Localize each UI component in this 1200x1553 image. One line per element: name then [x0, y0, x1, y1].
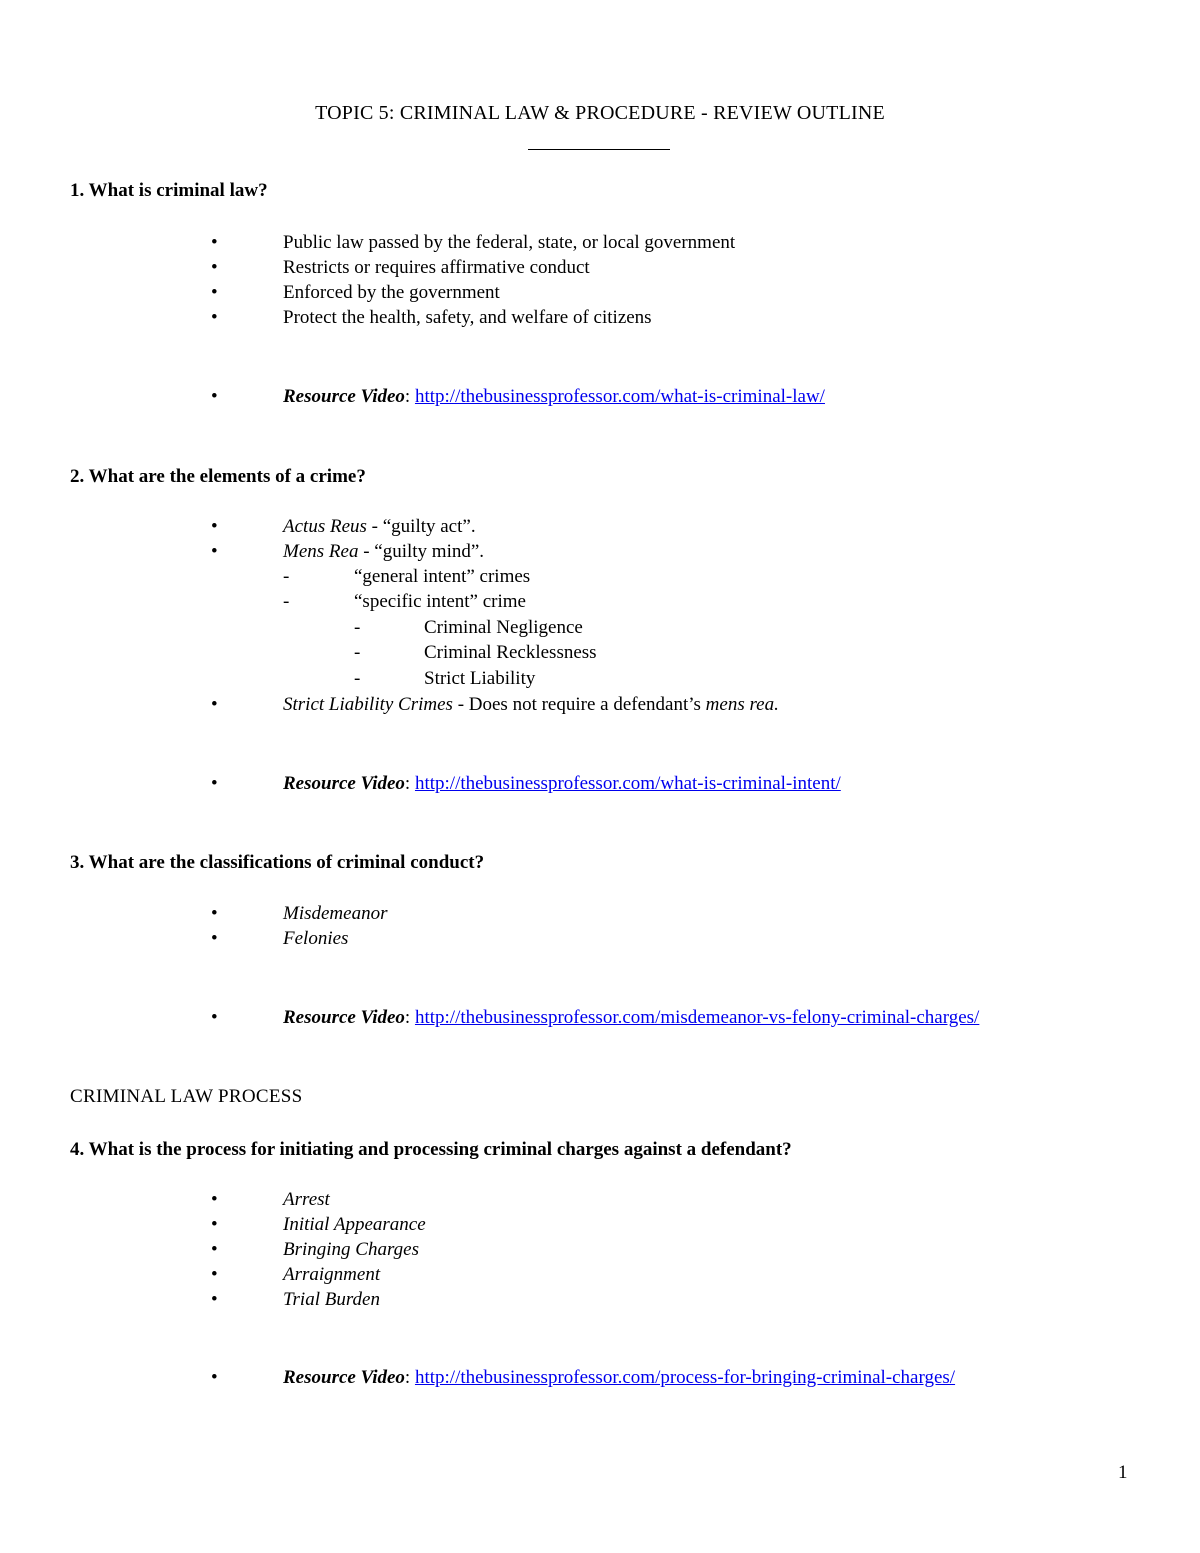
q3-item-2: Felonies — [283, 928, 349, 949]
document-title: TOPIC 5: CRIMINAL LAW & PROCEDURE - REVIEW OUTLINE — [315, 102, 885, 124]
actus-reus-definition: - “guilty act”. — [366, 516, 476, 537]
bullet-icon: • — [211, 1189, 218, 1210]
q1-item-4: Protect the health, safety, and welfare of citizens — [283, 307, 652, 328]
bullet-icon: • — [211, 773, 218, 794]
bullet-icon: • — [211, 694, 218, 715]
resource-label: Resource Video — [283, 1007, 405, 1028]
bullet-icon: • — [211, 516, 218, 537]
q3-resource — [283, 1005, 979, 1030]
mens-rea-definition: - “guilty mind”. — [358, 541, 485, 562]
q4-item-3: Bringing Charges — [283, 1239, 419, 1260]
bullet-icon: • — [211, 928, 218, 949]
bullet-icon: • — [211, 232, 218, 253]
bullet-icon: • — [211, 1289, 218, 1310]
specific-intent-item: “specific intent” crime — [354, 591, 526, 612]
section-heading: CRIMINAL LAW PROCESS — [70, 1086, 303, 1107]
q3-resource-link[interactable]: http://thebusinessprofessor.com/misdemeanor-vs-felony-criminal-charges/ — [414, 1007, 980, 1028]
q4-item-1: Arrest — [283, 1189, 330, 1210]
question-4-heading: 4. What is the process for initiating and processing criminal charges against a defendant? — [70, 1139, 792, 1160]
specific-intent-sub-2: Criminal Recklessness — [424, 642, 597, 663]
bullet-icon: • — [211, 282, 218, 303]
q3-item-1: Misdemeanor — [283, 903, 388, 924]
title-underline-rule — [528, 149, 670, 150]
specific-intent-sub-1: Criminal Negligence — [424, 617, 583, 638]
dash-marker: - — [354, 668, 361, 689]
q2-resource — [283, 771, 841, 796]
strict-liability-term: Strict Liability Crimes — [283, 694, 453, 715]
bullet-icon: • — [211, 1264, 218, 1285]
resource-label: Resource Video — [283, 773, 405, 794]
dash-marker: - — [283, 591, 290, 612]
general-intent-item: “general intent” crimes — [354, 566, 531, 587]
bullet-icon: • — [211, 1007, 218, 1028]
actus-reus-term: Actus Reus — [283, 516, 367, 537]
bullet-icon: • — [211, 307, 218, 328]
q2-resource-link[interactable]: http://thebusinessprofessor.com/what-is-criminal-intent/ — [414, 773, 841, 794]
q2-actus-reus — [283, 514, 476, 539]
question-3-heading: 3. What are the classifications of criminal conduct? — [70, 852, 485, 873]
bullet-icon: • — [211, 386, 218, 407]
dash-marker: - — [354, 617, 361, 638]
question-1-heading: 1. What is criminal law? — [70, 180, 268, 201]
bullet-icon: • — [211, 903, 218, 924]
bullet-icon: • — [211, 257, 218, 278]
q1-item-1: Public law passed by the federal, state, or local government — [283, 232, 736, 253]
resource-separator: : — [404, 1367, 415, 1388]
dash-marker: - — [354, 642, 361, 663]
q4-resource — [283, 1365, 955, 1390]
resource-separator: : — [404, 1007, 415, 1028]
q4-item-4: Arraignment — [283, 1264, 381, 1285]
bullet-icon: • — [211, 1214, 218, 1235]
q1-resource-link[interactable]: http://thebusinessprofessor.com/what-is-criminal-law/ — [414, 386, 825, 407]
resource-separator: : — [404, 386, 415, 407]
q1-item-3: Enforced by the government — [283, 282, 500, 303]
q4-item-5: Trial Burden — [283, 1289, 380, 1310]
bullet-icon: • — [211, 541, 218, 562]
page-number: 1 — [1118, 1462, 1128, 1483]
resource-label: Resource Video — [283, 386, 405, 407]
q2-mens-rea — [283, 539, 484, 564]
q4-resource-link[interactable]: http://thebusinessprofessor.com/process-for-bringing-criminal-charges/ — [414, 1367, 956, 1388]
specific-intent-sub-3: Strict Liability — [424, 668, 536, 689]
q1-resource — [283, 384, 825, 409]
resource-separator: : — [404, 773, 415, 794]
resource-label: Resource Video — [283, 1367, 405, 1388]
mens-rea-term: Mens Rea — [283, 541, 359, 562]
dash-marker: - — [283, 566, 290, 587]
q2-strict-liability — [283, 692, 779, 717]
strict-liability-tail: mens rea. — [705, 694, 779, 715]
q1-item-2: Restricts or requires affirmative conduct — [283, 257, 590, 278]
bullet-icon: • — [211, 1239, 218, 1260]
strict-liability-definition: - Does not require a defendant’s — [452, 694, 706, 715]
q4-item-2: Initial Appearance — [283, 1214, 426, 1235]
question-2-heading: 2. What are the elements of a crime? — [70, 466, 366, 487]
bullet-icon: • — [211, 1367, 218, 1388]
